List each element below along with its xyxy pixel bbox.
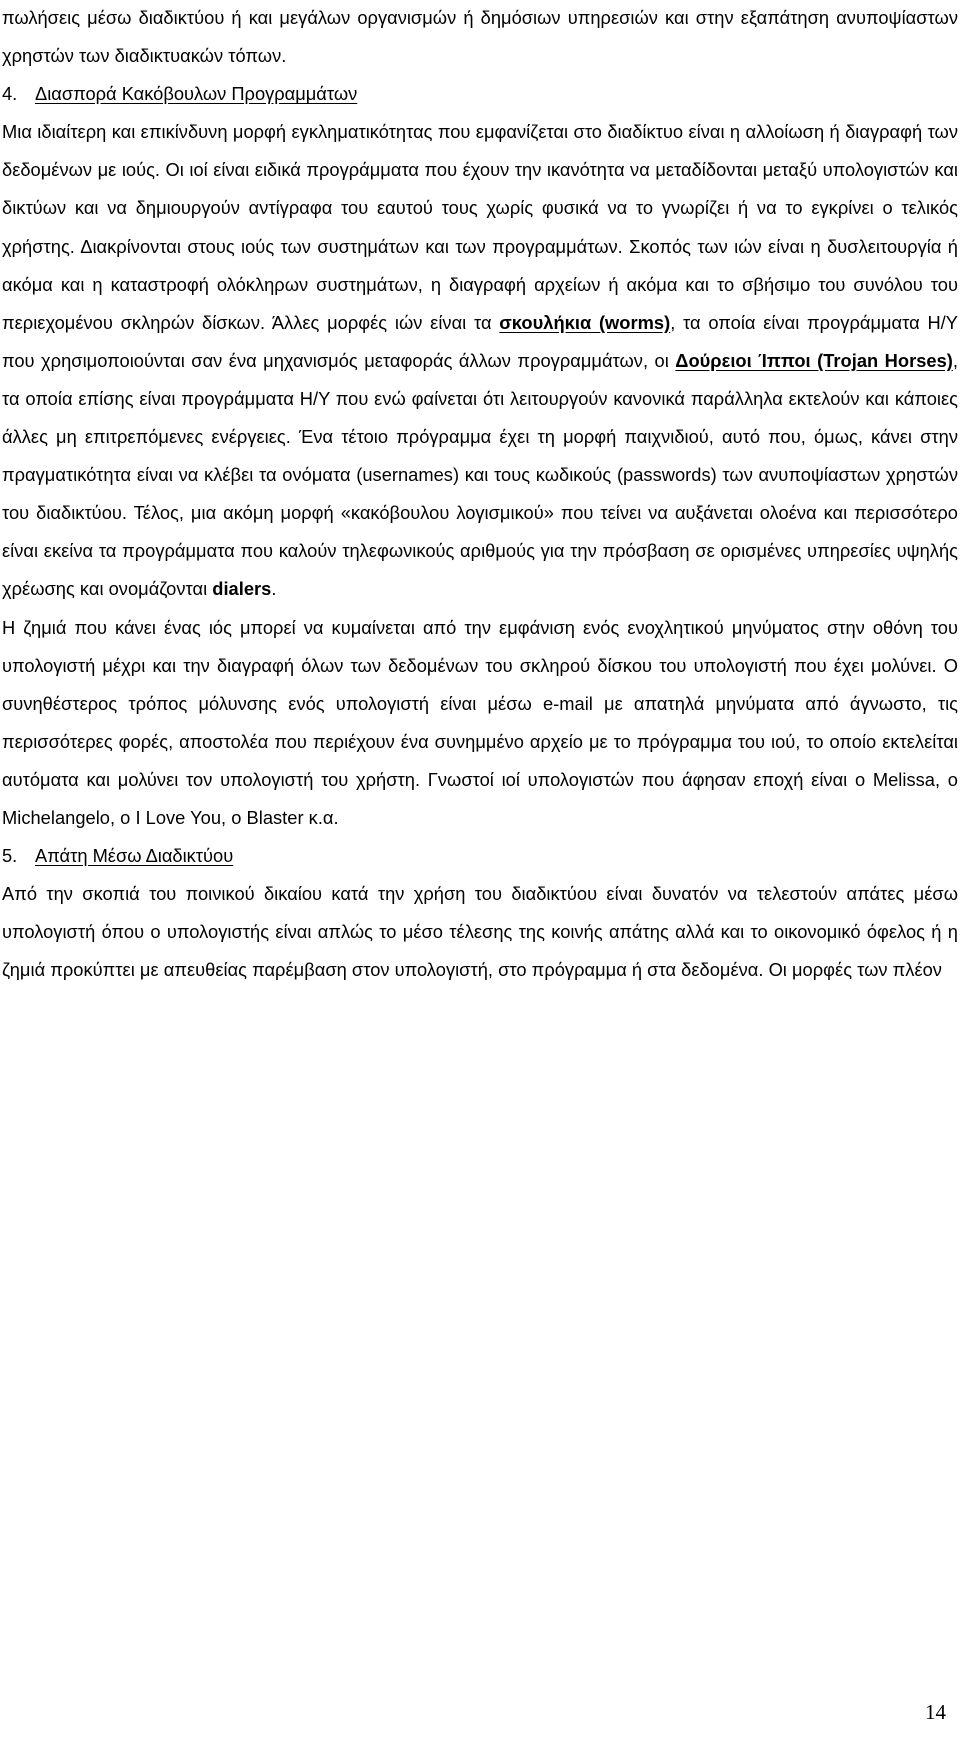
section-4-paragraph-2: Η ζημιά που κάνει ένας ιός μπορεί να κυμαίνεται από την εμφάνιση ενός ενοχλητικού μηνύματος στην οθόνη του υπολογιστή μέχρι και την διαγραφή όλων των δεδομένων του σκληρού δίσκου του υπολογιστή που έχει μολύνει. Ο συνηθέστερος τρόπος μόλυνσης ενός υπολογιστή είναι μέσω e-mail με απατηλά μηνύματα από άγνωστο, τις περισσότερες φορές, αποστολέα που περιέχουν ένα συνημμένο αρχείο με το πρόγραμμα του ιού, το οποίο εκτελείται αυτόματα και μολύνει τον υπολογιστή του χρήστη. Γνωστοί ιοί υπολογιστών που άφησαν εποχή είναι ο Melissa, ο Michelangelo, ο I Love You, ο Blaster κ.α. (2, 616, 958, 828)
section-5-title: Απάτη Μέσω Διαδικτύου (35, 845, 234, 867)
term-worms: σκουλήκια (worms) (499, 311, 671, 333)
section-4-p1-part-b: , τα οποία είναι προγράμματα Η/Υ που χρησιμοποιούνται σαν ένα μηχανισμός μεταφοράς άλλων προγραμμάτων, οι (2, 311, 958, 371)
section-4-p1-part-c: , τα οποία επίσης είναι προγράμματα Η/Υ που ενώ φαίνεται ότι λειτουργούν κανονικά παράλληλα εκτελούν και κάποιες άλλες μη επιτρεπόμενες ενέργειες. Ένα τέτοιο πρόγραμμα έχει τη μορφή παιχνιδιού, αυτό που, όμως, κάνει στην πραγματικότητα είναι να κλέβει τα ονόματα (usernames) και τους κωδικούς (passwords) των ανυποψίαστων χρηστών του διαδικτύου. Τέλος, μια ακόμη μορφή «κακόβουλου λογισμικού» που τείνει να αυξάνεται ολοένα και περισσότερο είναι εκείνα τα προγράμματα που καλούν τηλεφωνικούς αριθμούς για την πρόσβαση σε ορισμένες υπηρεσίες υψηλής χρέωσης και ονομάζονται (2, 349, 958, 600)
section-5-paragraph-1: Από την σκοπιά του ποινικού δικαίου κατά την χρήση του διαδικτύου είναι δυνατόν να τελεστούν απάτες μέσω υπολογιστή όπου ο υπολογιστής είναι απλώς το μέσο τέλεσης της κοινής απάτης αλλά και το οικονομικό όφελος ή η ζημιά προκύπτει με απευθείας παρέμβαση στον υπολογιστή, στο πρόγραμμα ή στα δεδομένα. Οι μορφές των πλέον (2, 883, 958, 981)
page-number: 14 (925, 1700, 946, 1724)
section-4-paragraph-1 (2, 113, 958, 608)
section-4-p1-part-a: Μια ιδιαίτερη και επικίνδυνη μορφή εγκληματικότητας που εμφανίζεται στο διαδίκτυο είναι η αλλοίωση ή διαγραφή των δεδομένων με ιούς. Οι ιοί είναι ειδικά προγράμματα που έχουν την ικανότητα να μεταδίδονται μεταξύ υπολογιστών και δικτύων και να δημιουργούν αντίγραφα του εαυτού τους χωρίς φυσικά να το γνωρίζει ή να το εγκρίνει ο τελικός χρήστης. Διακρίνονται στους ιούς των συστημάτων και των προγραμμάτων. Σκοπός των ιών είναι η δυσλειτουργία ή ακόμα και η καταστροφή ολόκληρων συστημάτων, η διαγραφή αρχείων ή ακόμα και το σβήσιμο του συνόλου του περιεχομένου σκληρών δίσκων. Άλλες μορφές ιών είναι τα (2, 121, 958, 333)
section-4-p1-part-d: . (271, 578, 277, 600)
section-5-number: 5. (2, 845, 18, 867)
section-4-title: Διασπορά Κακόβουλων Προγραμμάτων (35, 83, 358, 105)
section-4-number: 4. (2, 83, 18, 105)
section-5-heading (2, 837, 958, 875)
section-4-heading (2, 75, 958, 113)
intro-paragraph: πωλήσεις μέσω διαδικτύου ή και μεγάλων οργανισμών ή δημόσιων υπηρεσιών και στην εξαπάτηση ανυποψίαστων χρηστών των διαδικτυακών τόπων. (2, 7, 958, 67)
term-trojan-horses: Δούρειοι Ίπποι (Trojan Horses) (675, 349, 953, 371)
term-dialers: dialers (212, 578, 272, 600)
